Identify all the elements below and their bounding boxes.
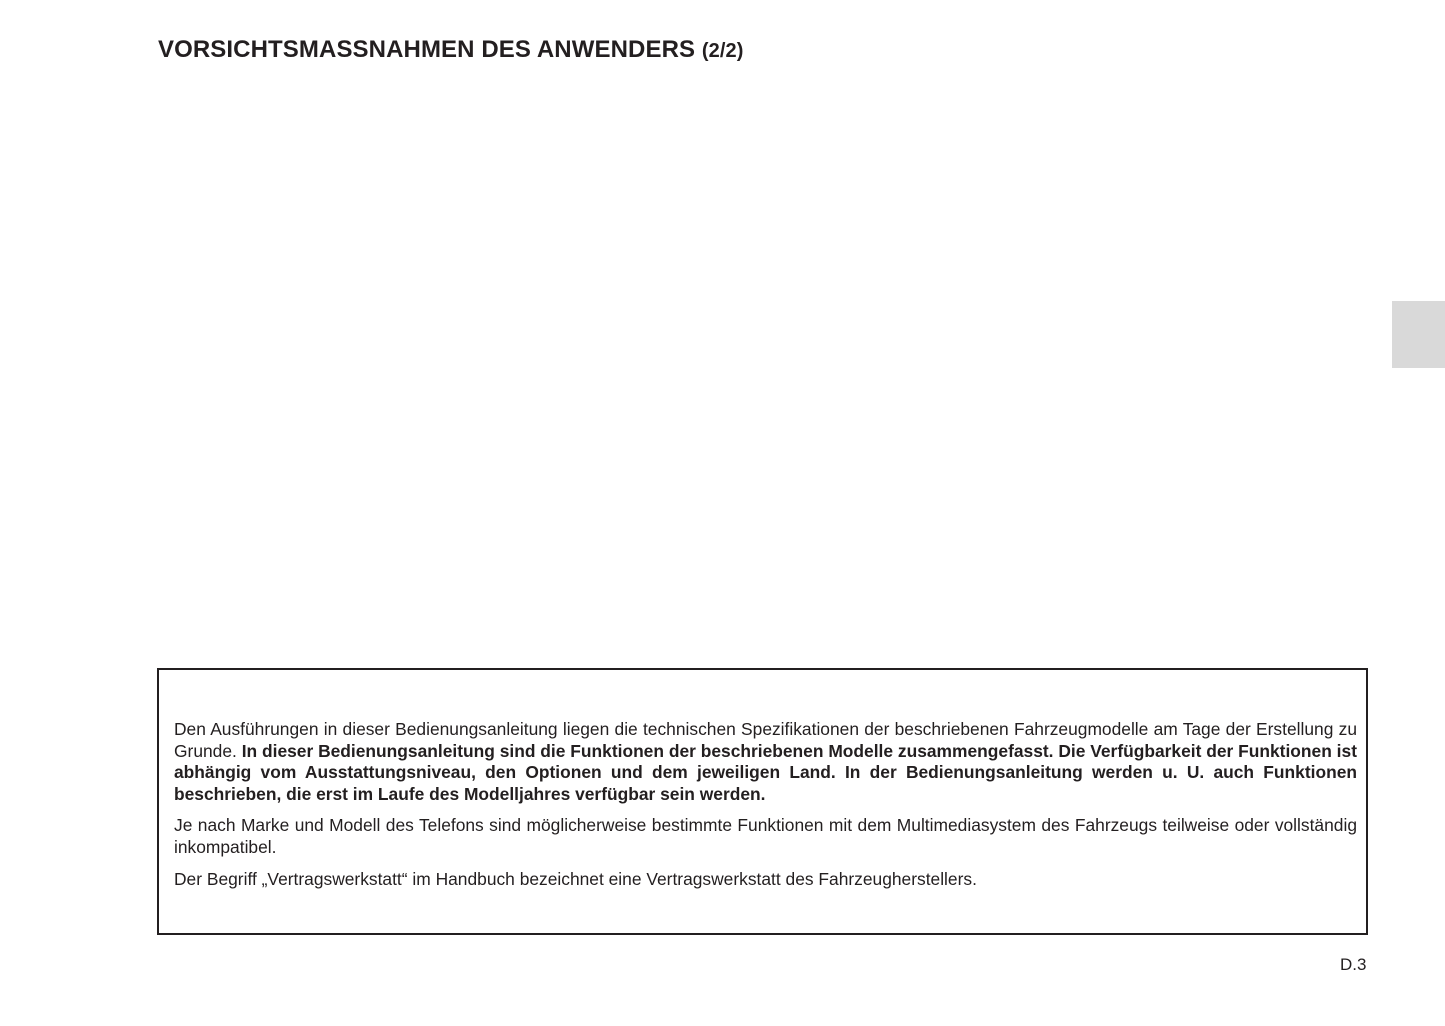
page-number: D.3 [1340, 955, 1367, 974]
notice-paragraph-1 [174, 719, 1357, 805]
page-part-indicator: (2/2) [701, 40, 744, 62]
page-title-text: VORSICHTSMASSNAHMEN DES ANWENDERS [158, 36, 696, 63]
notice-paragraph-2: Je nach Marke und Modell des Telefons sind möglicherweise bestimmte Funktionen mit dem Multimediasystem des Fahrzeugs teilweise oder vollständig inkompatibel. [174, 815, 1357, 857]
section-tab-marker [1392, 301, 1445, 368]
notice-paragraph-1-bold: In dieser Bedienungsanleitung sind die Funktionen der beschriebenen Modelle zusammengefasst. Die Verfügbarkeit der Funktionen ist abhängig vom Ausstattungsniveau, den Optionen und dem jeweiligen Land. In der Bedienungsanleitung werden u. U. auch Funktionen beschrieben, die erst im Laufe des Modelljahres verfügbar sein werden. [174, 740, 1357, 804]
notice-text [174, 719, 1357, 900]
notice-box [157, 668, 1368, 935]
notice-paragraph-3: Der Begriff „Vertragswerkstatt“ im Handbuch bezeichnet eine Vertragswerkstatt des Fahrzeugherstellers. [174, 868, 977, 889]
page-title [158, 36, 744, 64]
notice-paragraph-1-normal: Den Ausführungen in dieser Bedienungsanleitung liegen die technischen Spezifikationen der beschriebenen Fahrzeugmodelle am Tage der Erstellung zu Grunde. [174, 719, 1357, 761]
